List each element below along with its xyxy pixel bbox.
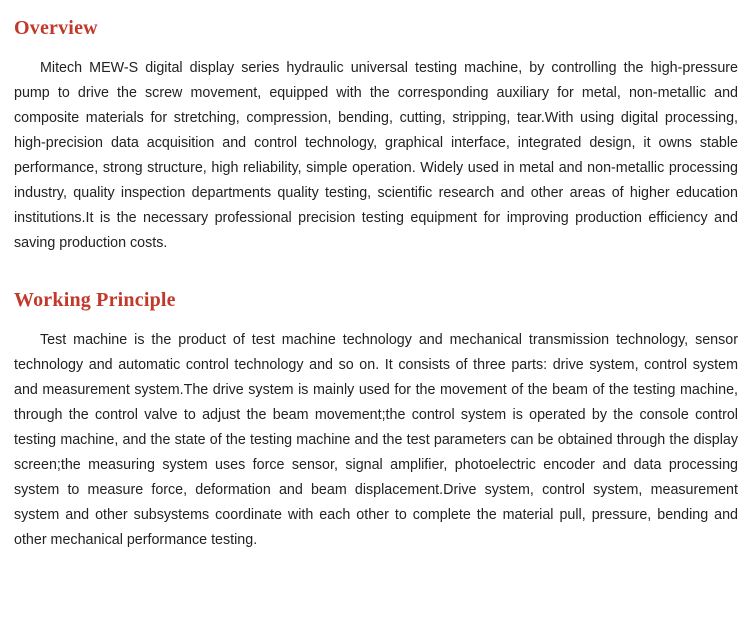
section-paragraph-working-principle: Test machine is the product of test machine technology and mechanical transmission technology, sensor technology and automatic control technology and so on. It consists of three parts: drive system, control system and measurement system.The drive system is mainly used for the movement of the beam of the testing machine, through the control valve to adjust the beam movement;the control system is operated by the console control testing machine, and the state of the testing machine and the test parameters can be obtained through the display screen;the measuring system uses force sensor, signal amplifier, photoelectric encoder and data processing system to measure force, deformation and beam displacement.Drive system, control system, measurement system and other subsystems coordinate with each other to complete the material pull, pressure, bending and other mechanical performance testing. [14, 332, 738, 548]
section-heading-working-principle: Working Principle [14, 289, 176, 311]
section-paragraph-overview: Mitech MEW-S digital display series hydraulic universal testing machine, by controlling the high-pressure pump to drive the screw movement, equipped with the corresponding auxiliary for metal, non-metallic and composite materials for stretching, compression, bending, cutting, stripping, tear.With using digital processing, high-precision data acquisition and control technology, graphical interface, integrated design, it owns stable performance, strong structure, high reliability, simple operation. Widely used in metal and non-metallic processing industry, quality inspection departments quality testing, scientific research and other areas of higher education institutions.It is the necessary professional precision testing equipment for improving production efficiency and saving production costs. [14, 60, 738, 251]
section-heading-overview: Overview [14, 17, 98, 39]
